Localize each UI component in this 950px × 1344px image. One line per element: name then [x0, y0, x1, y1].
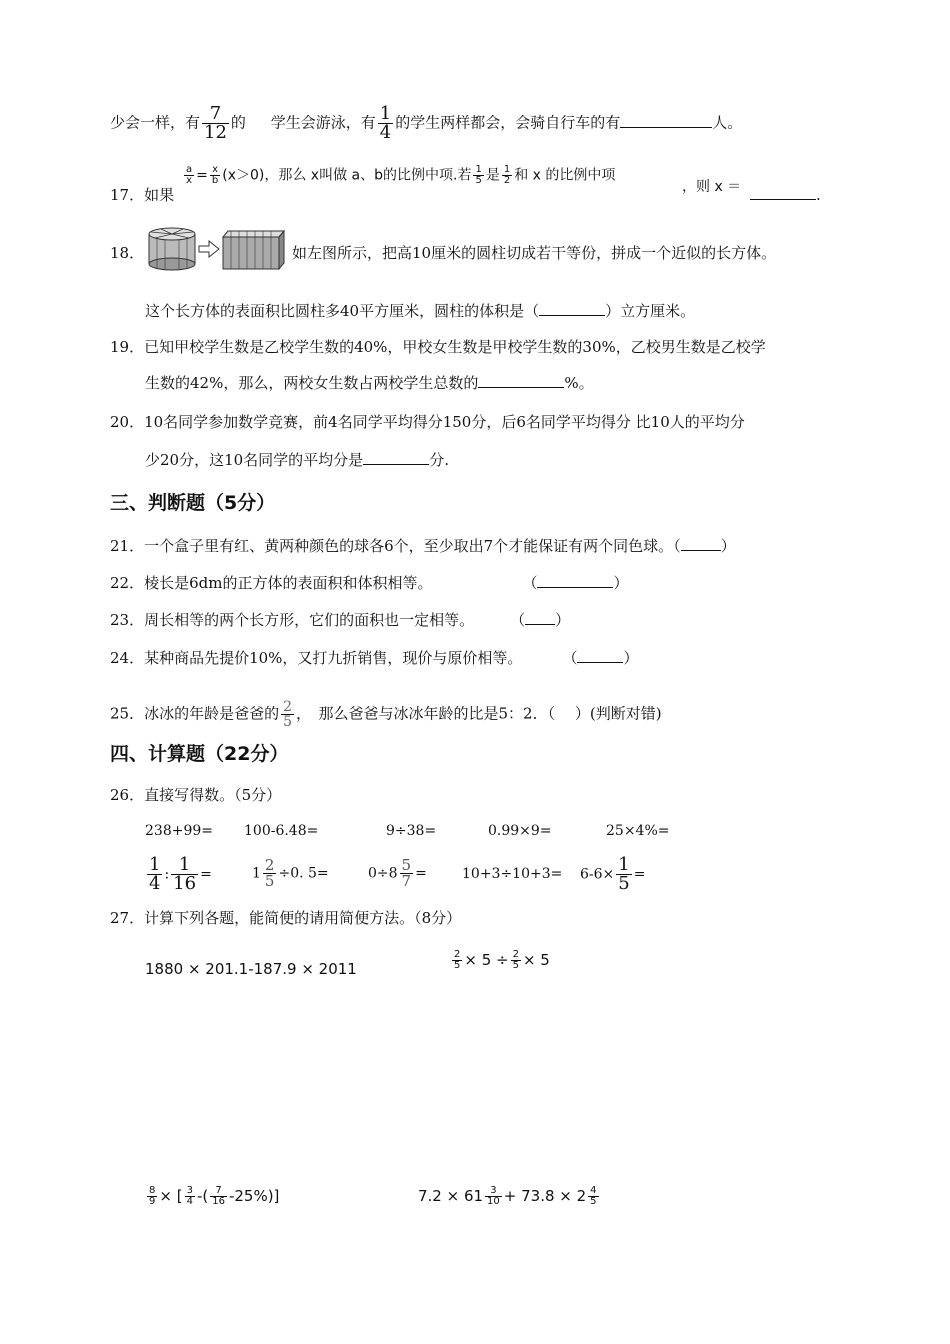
- q26-item: 9÷38=: [386, 823, 437, 839]
- fraction: $\frac{2}{5}$: [283, 699, 293, 730]
- q17-formula: $\frac{a}{x}$ = $\frac{x}{b}$ (x＞0)，那么 x叫做 a、b的比例中项.若 $\frac{1}{5}$ 是 $\frac{1}{2}$ 和 x 的比例中项: [186, 164, 616, 186]
- q26-item: $\frac{1}{4}$ : $\frac{1}{16}$ =: [149, 854, 212, 894]
- q26-item: 10+3÷10+3=: [462, 866, 563, 882]
- cylinder-icon: [149, 228, 195, 270]
- answer-blank[interactable]: [539, 301, 605, 316]
- q26-item: 1 $\frac{2}{5}$ ÷0. 5=: [252, 856, 329, 890]
- q19-line1: 19．已知甲校学生数是乙校学生数的40%，甲校女生数是甲校学生数的30%，乙校男生数是乙校学: [110, 338, 766, 356]
- q26-title: 26．直接写得数。（5分）: [110, 786, 282, 804]
- q27-expression: 7.2 × 61 $\frac{3}{10}$ + 73.8 × 2 $\frac{4}{5}$: [418, 1185, 597, 1207]
- q17-blank[interactable]: .: [750, 185, 821, 205]
- answer-blank[interactable]: [681, 536, 721, 551]
- q25: 25．冰冰的年龄是爸爸的 $\frac{2}{5}$ ， 那么爸爸与冰冰年龄的比是5：2．（ ）(判断对错): [110, 699, 662, 730]
- q27-expression: $\frac{8}{9}$ × [ $\frac{3}{4}$ -( $\frac{7}{16}$ -25%)]: [149, 1185, 280, 1207]
- section-title-judgement: 三、判断题（5分）: [110, 492, 276, 514]
- fraction: $\frac{7}{12}$: [204, 103, 227, 143]
- section-title-calculation: 四、计算题（22分）: [110, 743, 289, 765]
- q26-item: 0.99×9=: [488, 823, 552, 839]
- q17-number: 17．如果: [110, 186, 175, 204]
- q22: 22．棱长是6dm的正方体的表面积和体积相等。 （ ）: [110, 574, 629, 592]
- q26-item: 6-6× $\frac{1}{5}$ =: [580, 854, 646, 894]
- arrow-icon: [199, 241, 219, 257]
- q20-line2: 少20分，这10名同学的平均分是 分.: [145, 451, 449, 469]
- q27-expression: $\frac{2}{5}$ × 5 ÷ $\frac{2}{5}$ × 5: [454, 949, 550, 971]
- q26-item: 100-6.48=: [244, 823, 319, 839]
- q18-number: 18．: [110, 244, 145, 262]
- answer-blank[interactable]: [537, 573, 613, 588]
- q26-item: 25×4%=: [606, 823, 670, 839]
- cylinder-to-cuboid-figure: [145, 225, 285, 273]
- q18-line2: 这个长方体的表面积比圆柱多40平方厘米，圆柱的体积是（ ）立方厘米。: [145, 302, 696, 320]
- q23: 23．周长相等的两个长方形，它们的面积也一定相等。 （ ）: [110, 611, 571, 629]
- cuboid-icon: [223, 231, 284, 269]
- answer-blank[interactable]: [577, 648, 623, 663]
- fraction: $\frac{1}{4}$: [379, 103, 392, 143]
- q18-line1: 如左图所示，把高10厘米的圆柱切成若干等份，拼成一个近似的长方体。: [292, 244, 777, 262]
- q26-item: 0÷8 $\frac{5}{7}$ =: [368, 856, 427, 890]
- q27-expression: 1880 × 201.1-187.9 × 2011: [145, 960, 357, 978]
- q24: 24．某种商品先提价10%，又打九折销售，现价与原价相等。 （ ）: [110, 649, 639, 667]
- answer-blank[interactable]: [478, 373, 564, 388]
- answer-blank[interactable]: [363, 450, 429, 465]
- q20-line1: 20．10名同学参加数学竞赛，前4名同学平均得分150分，后6名同学平均得分 比10人的平均分: [110, 413, 745, 431]
- q27-title: 27．计算下列各题，能简便的请用简便方法。（8分）: [110, 909, 462, 927]
- answer-blank[interactable]: [620, 113, 712, 128]
- q21: 21．一个盒子里有红、黄两种颜色的球各6个，至少取出7个才能保证有两个同色球。（ ）: [110, 537, 736, 555]
- q26-item: 238+99=: [145, 823, 213, 839]
- answer-blank[interactable]: [525, 610, 555, 625]
- q19-line2: 生数的42%，那么，两校女生数占两校学生总数的 %。: [145, 374, 594, 392]
- q16-line: 少会一样，有 $\frac{7}{12}$ 的 学生会游泳，有 $\frac{1}{4}$ 的学生两样都会，会骑自行车的有 人。: [110, 103, 743, 143]
- q17-end: ，则 x ＝: [682, 179, 742, 195]
